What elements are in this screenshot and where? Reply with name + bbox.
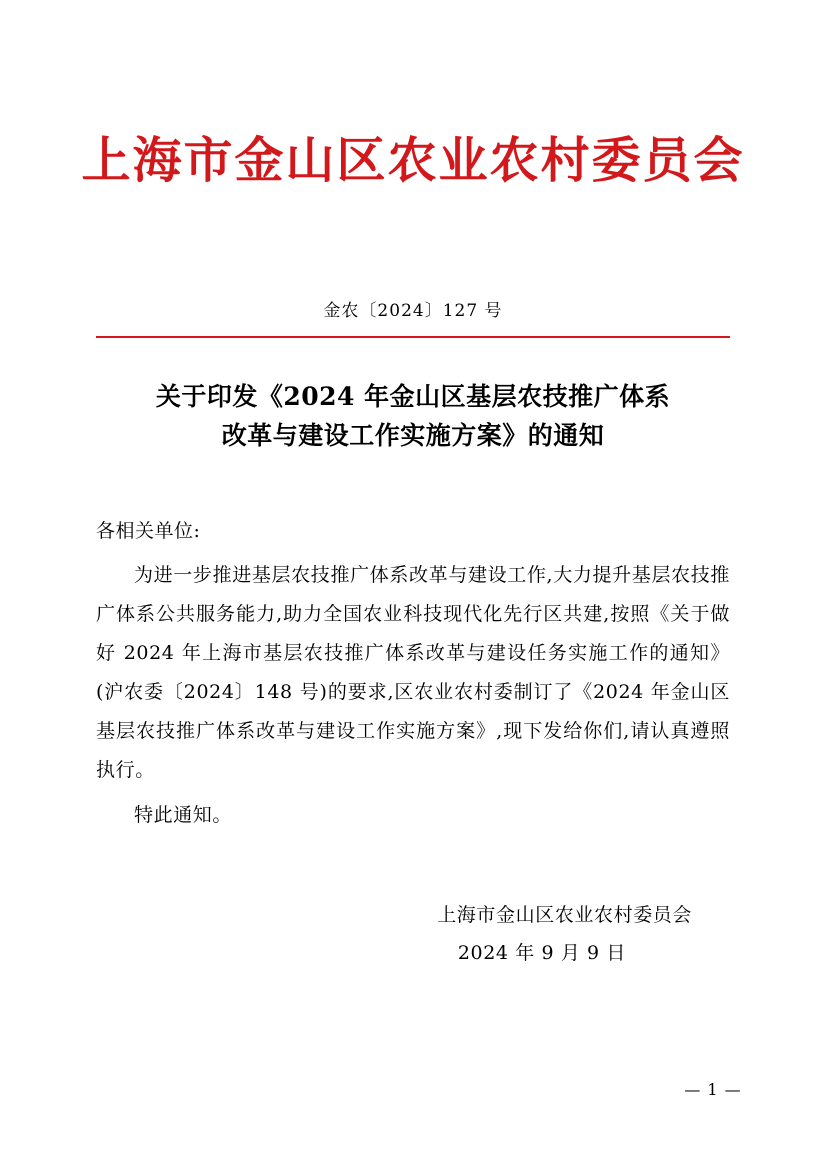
- page-number: — 1 —: [684, 1080, 742, 1099]
- letterhead-title: 上海市金山区农业农村委员会: [81, 131, 745, 189]
- signature-organization: 上海市金山区农业农村委员会: [437, 904, 692, 926]
- red-divider-rule: [96, 336, 730, 338]
- document-title: [113, 378, 713, 456]
- body-paragraph-1: 为进一步推进基层农技推广体系改革与建设工作,大力提升基层农技推广体系公共服务能力,助力全国农业科技现代化先行区共建,按照《关于做好 2024 年上海市基层农技推广体系改革与建设任务实施工作的通知》(沪农委〔2024〕148 号)的要求,区农业农村委制订了《2024 年金山区基层农技推广体系改革与建设工作实施方案》,现下发给你们,请认真遵照执行。: [96, 564, 730, 782]
- body-paragraph-2: 特此通知。: [134, 804, 233, 827]
- salutation: 各相关单位:: [96, 520, 201, 542]
- document-body: [96, 516, 730, 841]
- document-title-line-2: 改革与建设工作实施方案》的通知: [221, 420, 605, 450]
- letterhead: [0, 132, 826, 188]
- document-number: 金农〔2024〕127 号: [323, 301, 503, 321]
- document-title-line-1: 关于印发《2024 年金山区基层农技推广体系: [155, 382, 671, 411]
- signature-date: 2024 年 9 月 9 日: [457, 942, 626, 964]
- signature-block: [96, 896, 730, 972]
